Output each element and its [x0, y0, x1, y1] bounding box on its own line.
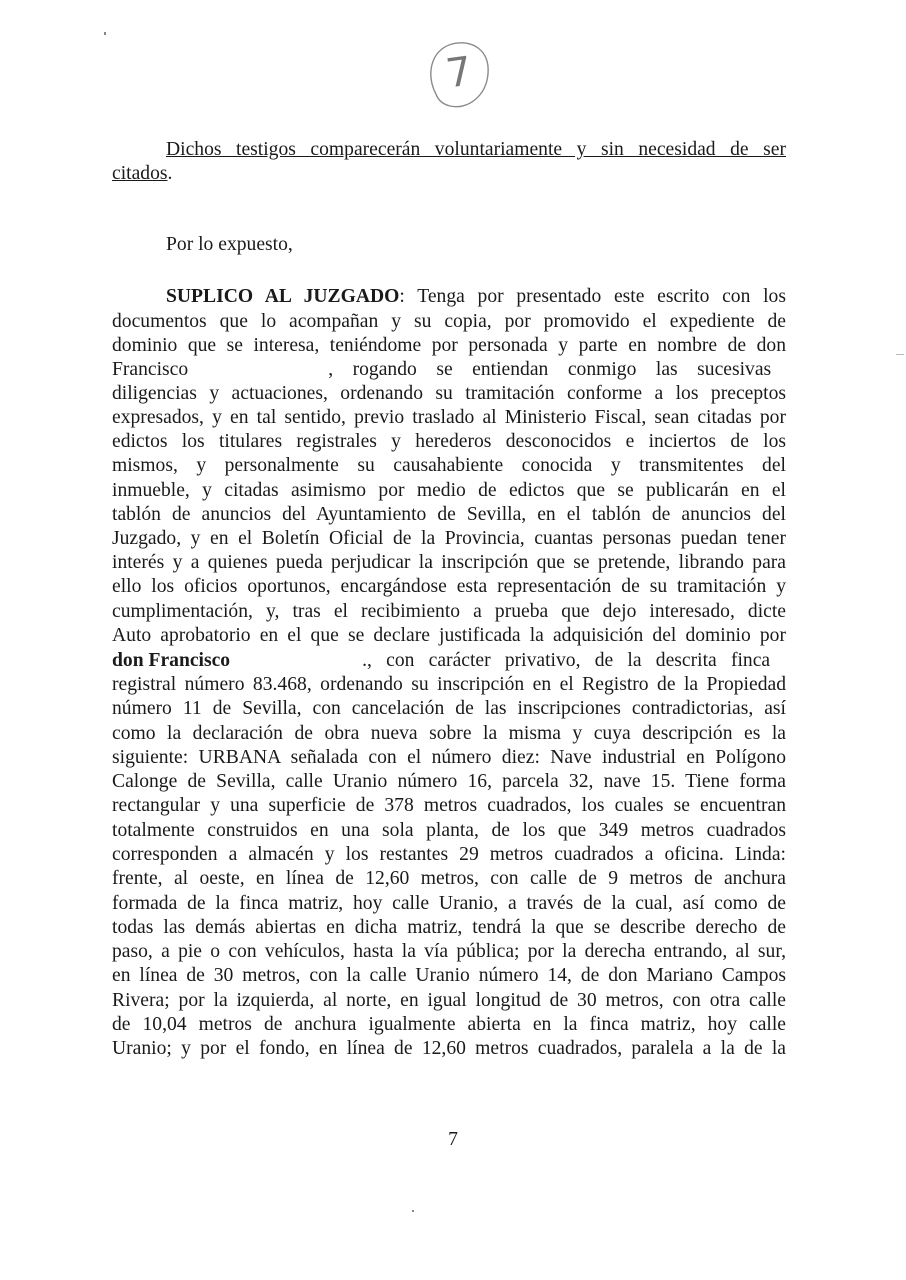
suplico-line-8: mismos, y personalmente su causahabiente conocida y transmitentes del — [112, 455, 786, 476]
suplico-line-30: Rivera; por la izquierda, al norte, en igual longitud de 30 metros, con otra calle — [112, 990, 786, 1011]
client-name: Francisco — [112, 359, 189, 380]
suplico-line-6: expresados, y en tal sentido, previo traslado al Ministerio Fiscal, sean citadas por — [112, 407, 786, 428]
client-name-bold: don Francisco — [112, 650, 231, 671]
suplico-line-28: paso, a pie o con vehículos, hasta la vía pública; por la derecha entrando, al sur, — [112, 941, 786, 962]
page-stamp — [424, 36, 494, 116]
suplico-line-10: tablón de anuncios del Ayuntamiento de Sevilla, en el tablón de anuncios del — [112, 504, 786, 525]
suplico-line-15: Auto aprobatorio en el que se declare justificada la adquisición del dominio por — [112, 625, 786, 646]
suplico-line-26: formada de la finca matriz, hoy calle Uranio, a través de la cual, así como de — [112, 893, 786, 914]
suplico-line-21: Calonge de Sevilla, calle Uranio número 16, parcela 32, nave 15. Tiene forma — [112, 771, 786, 792]
suplico-line-17: registral número 83.468, ordenando su inscripción en el Registro de la Propiedad — [112, 674, 786, 695]
suplico-line-24: corresponden a almacén y los restantes 29 metros cuadrados a oficina. Linda: — [112, 844, 786, 865]
suplico-line-9: inmueble, y citadas asimismo por medio de edictos que se publicarán en el — [112, 480, 786, 501]
suplico-line-11: Juzgado, y en el Boletín Oficial de la Provincia, cuantas personas puedan tener — [112, 528, 786, 549]
scan-speck — [896, 354, 904, 355]
scan-speck — [412, 1210, 414, 1212]
suplico-line-7: edictos los titulares registrales y herederos desconocidos e inciertos de los — [112, 431, 786, 452]
suplico-line-13: ello los oficios oportunos, encargándose esta representación de su tramitación y — [112, 576, 786, 597]
suplico-heading: SUPLICO AL JUZGADO — [166, 286, 400, 307]
por-lo-expuesto: Por lo expuesto, — [166, 234, 293, 255]
page-number: 7 — [448, 1129, 458, 1150]
suplico-line-5: diligencias y actuaciones, ordenando su tramitación conforme a los preceptos — [112, 383, 786, 404]
witnesses-line-1: Dichos testigos comparecerán voluntariamente y sin necesidad de ser — [166, 139, 786, 160]
witnesses-citados: citados — [112, 163, 168, 184]
suplico-line-22: rectangular y una superficie de 378 metros cuadrados, los cuales se encuentran — [112, 795, 786, 816]
suplico-line-4-rest: , rogando se entiendan conmigo las sucesivas — [328, 359, 772, 380]
stamp-number: 7 — [443, 48, 475, 98]
suplico-line-20: siguiente: URBANA señalada con el número diez: Nave industrial en Polígono — [112, 747, 786, 768]
suplico-line-14: cumplimentación, y, tras el recibimiento a prueba que dejo interesado, dicte — [112, 601, 786, 622]
scan-speck — [104, 32, 106, 35]
suplico-line-1-text: : Tenga por presentado este escrito con los — [399, 286, 786, 307]
suplico-line-16 — [112, 649, 786, 673]
suplico-line-27: todas las demás abiertas en dicha matriz, tendrá la que se describe derecho de — [112, 917, 786, 938]
suplico-line-19: como la declaración de obra nueva sobre la misma y cuya descripción es la — [112, 723, 786, 744]
suplico-line-2: documentos que lo acompañan y su copia, por promovido el expediente de — [112, 311, 786, 332]
suplico-line-31: de 10,04 metros de anchura igualmente abierta en la finca matriz, hoy calle — [112, 1014, 786, 1035]
suplico-line-12: interés y a quienes pueda perjudicar la inscripción que se pretende, librando para — [112, 552, 786, 573]
suplico-line-1 — [112, 285, 786, 309]
witnesses-period: . — [167, 163, 173, 184]
suplico-line-4 — [112, 358, 786, 382]
suplico-line-3: dominio que se interesa, teniéndome por personada y parte en nombre de don — [112, 335, 786, 356]
suplico-line-25: frente, al oeste, en línea de 12,60 metros, con calle de 9 metros de anchura — [112, 868, 786, 889]
witnesses-line-2 — [112, 162, 786, 186]
suplico-line-16-rest: ., con carácter privativo, de la descrita finca — [362, 650, 771, 671]
suplico-line-18: número 11 de Sevilla, con cancelación de las inscripciones contradictorias, así — [112, 698, 786, 719]
suplico-line-23: totalmente construidos en una sola planta, de los que 349 metros cuadrados — [112, 820, 786, 841]
suplico-line-32: Uranio; y por el fondo, en línea de 12,60 metros cuadrados, paralela a la de la — [112, 1038, 786, 1059]
suplico-line-29: en línea de 30 metros, con la calle Uranio número 14, de don Mariano Campos — [112, 965, 786, 986]
